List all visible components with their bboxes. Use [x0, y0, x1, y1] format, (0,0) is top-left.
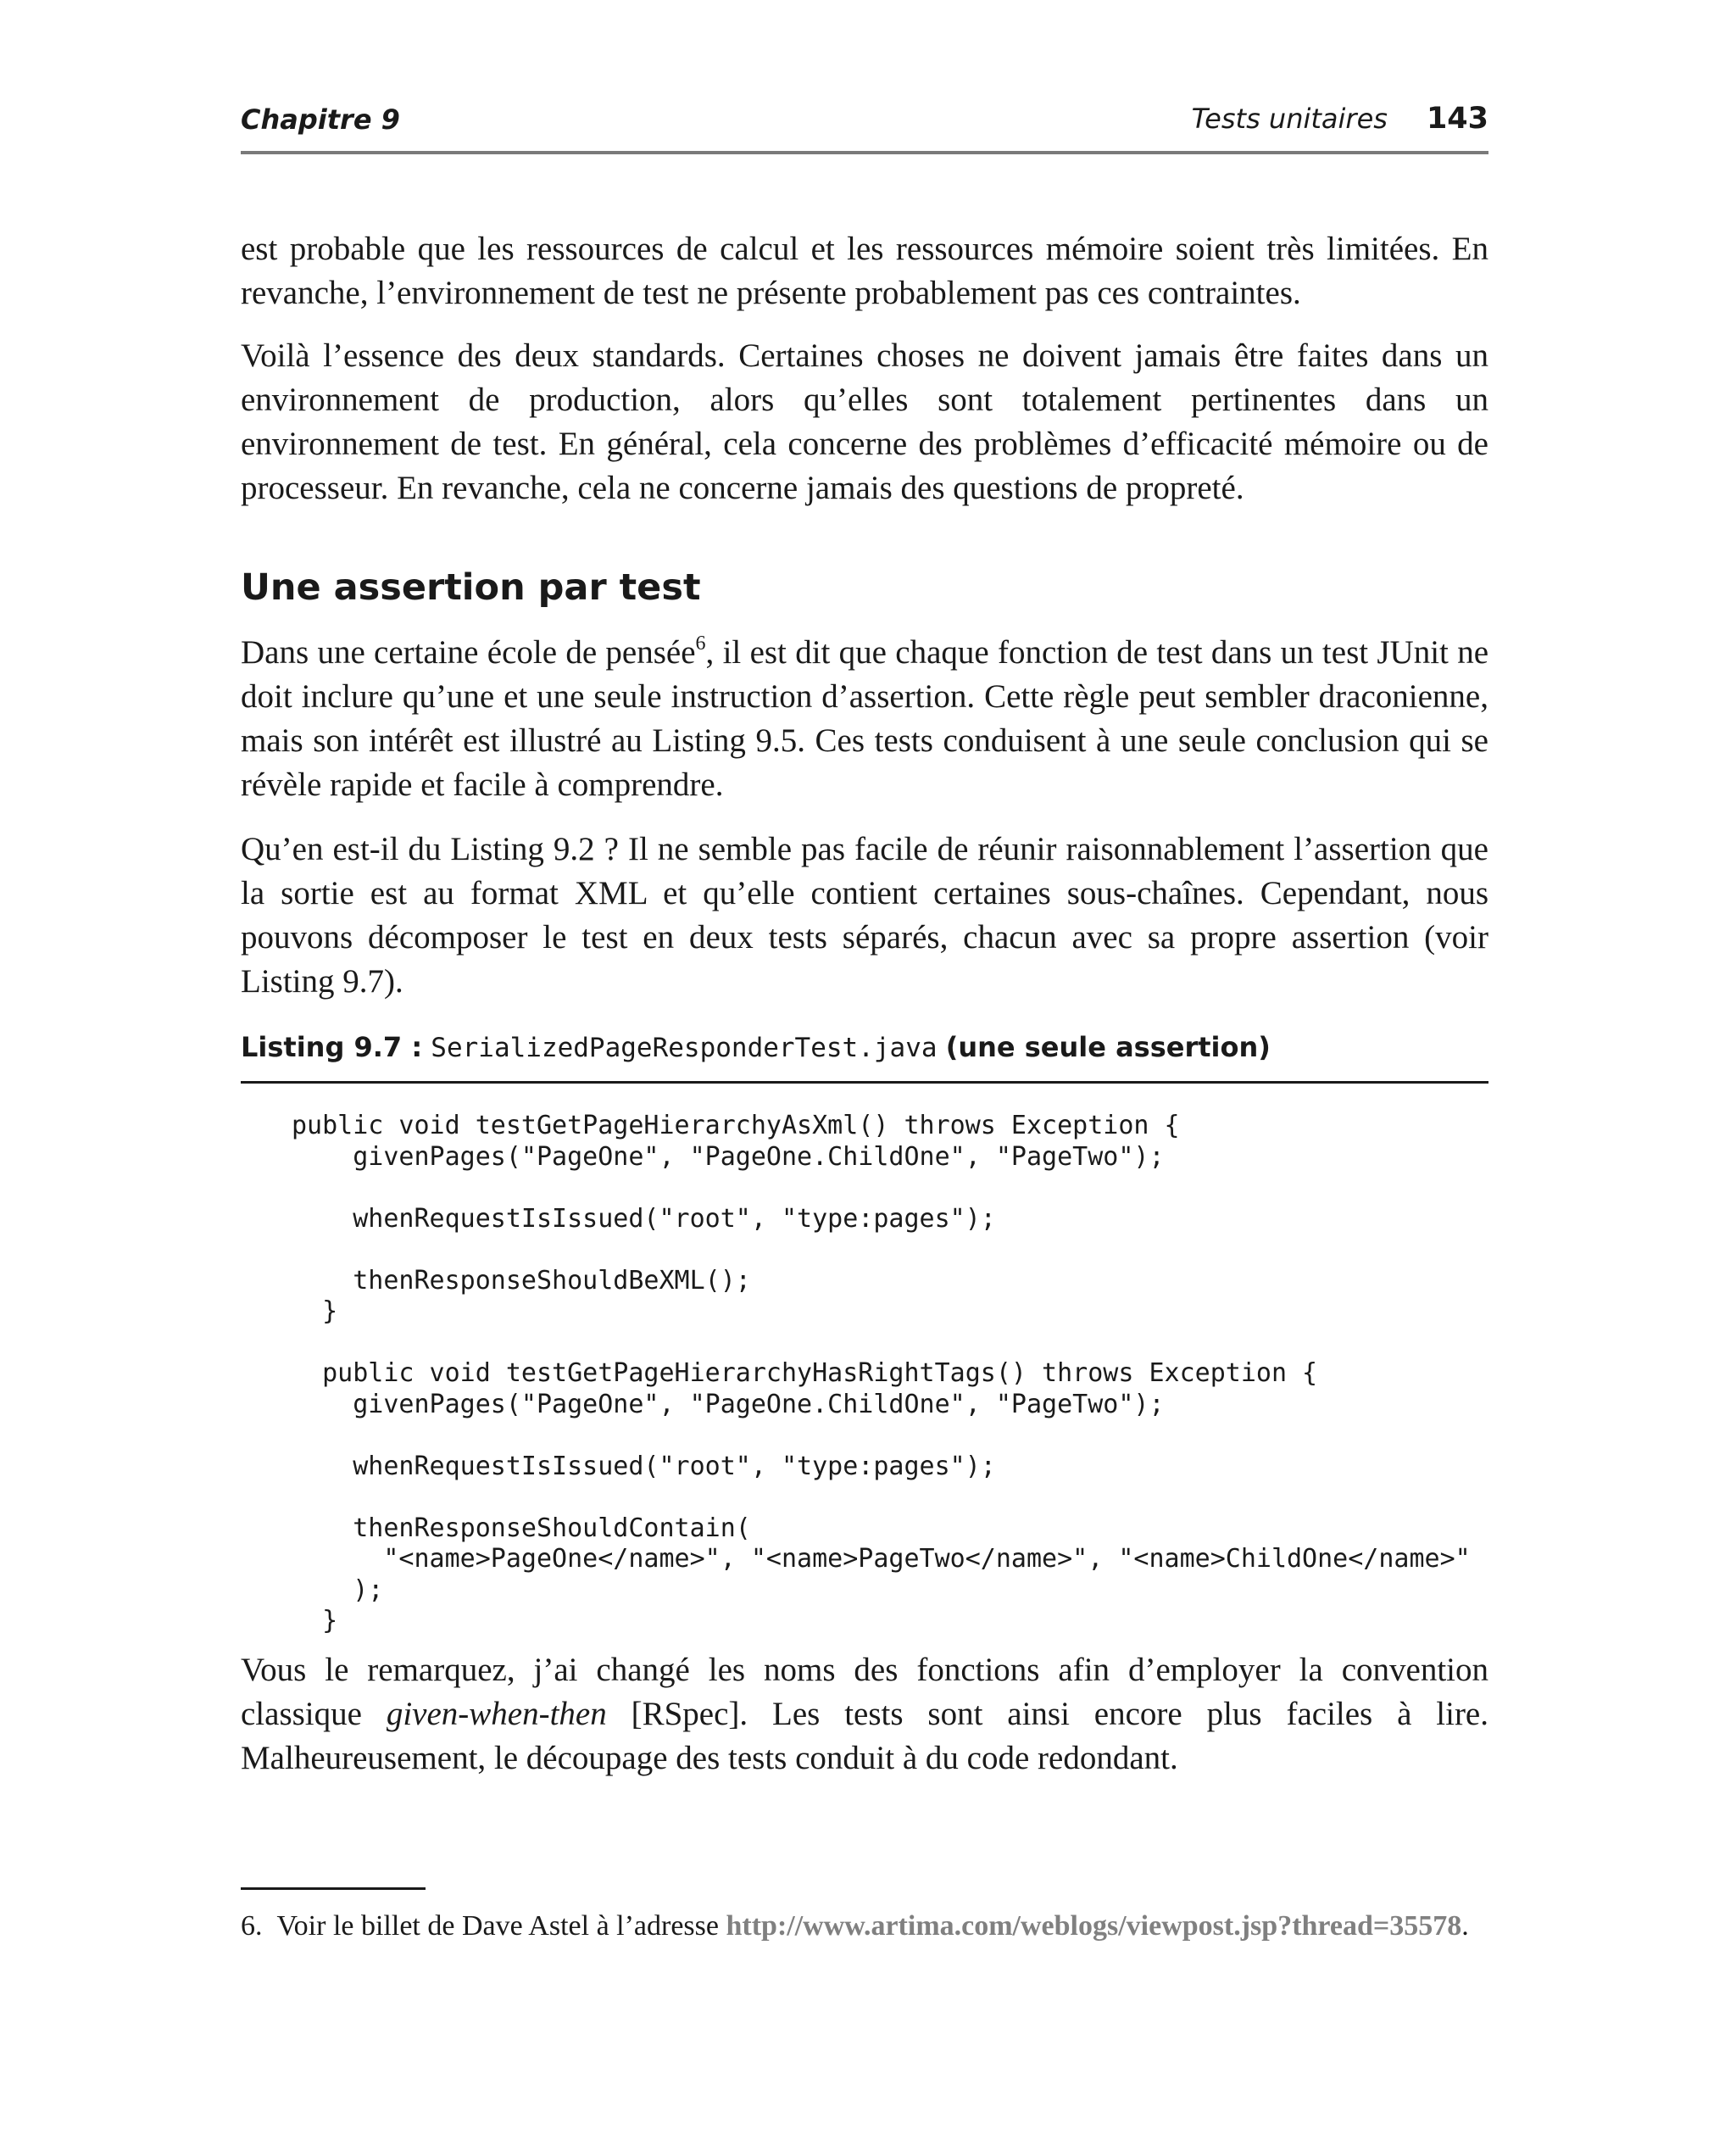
- footnote-ref: 6: [695, 633, 706, 655]
- paragraph-assertion-rule: [241, 631, 1488, 807]
- paragraph-two-standards: Voilà l’essence des deux standards. Certaines choses ne doivent jamais être faites dans un environnement de production, alors qu’elles sont totalement pertinentes dans un environnement de test. En général, cela concerne des problèmes d’efficacité mémoire ou de processeur. En revanche, cela ne concerne jamais des questions de propreté.: [241, 337, 1488, 506]
- page-number: 143: [1426, 102, 1488, 136]
- header-right: [1192, 102, 1488, 136]
- paragraph-given-when-then: [241, 1648, 1488, 1781]
- footnote: [241, 1908, 1488, 1945]
- footnote-divider: [241, 1887, 426, 1890]
- section-heading: Une assertion par test: [241, 566, 701, 609]
- code-listing: public void testGetPageHierarchyAsXml() throws Exception { givenPages("PageOne", "PageOne.ChildOne", "PageTwo"); whenRequestIsIssued("root", "type:pages"); thenResponseShouldBeXML(); } public void testGetPageHierarchyHasRightTags() throws Exception { givenPages("PageOne", "PageOne.ChildOne", "PageTwo"); whenRequestIsIssued("root", "type:pages"); thenResponseShouldContain( "<name>PageOne</name>", "<name>PageTwo</name>", "<name>ChildOne</name>" ); }: [292, 1111, 1471, 1636]
- footnote-number: 6.: [241, 1910, 263, 1942]
- footnote-end: .: [1461, 1910, 1469, 1942]
- footnote-link[interactable]: http://www.artima.com/weblogs/viewpost.jsp?thread=35578: [726, 1910, 1462, 1942]
- p5-text-start: Vous le remarquez, j’ai changé les noms des fonctions afin d’employer la convention classique: [241, 1652, 1488, 1732]
- p5-emphasis: given-when-then: [386, 1696, 607, 1732]
- listing-label: Listing 9.7 :: [241, 1031, 423, 1063]
- paragraph-continuation: est probable que les ressources de calcul et les ressources mémoire soient très limitées. En revanche, l’environnement de test ne présente probablement pas ces contraintes.: [241, 231, 1488, 311]
- chapter-label: Chapitre 9: [241, 103, 400, 136]
- listing-description: (une seule assertion): [945, 1031, 1271, 1063]
- p3-text-start: Dans une certaine école de pensée: [241, 634, 696, 671]
- listing-caption: [241, 1031, 1488, 1084]
- chapter-title: Tests unitaires: [1191, 103, 1388, 135]
- listing-filename: SerializedPageResponderTest.java: [431, 1033, 938, 1063]
- footnote-text: Voir le billet de Dave Astel à l’adresse: [276, 1910, 726, 1942]
- p3-text-end: , il est dit que chaque fonction de test dans un test JUnit ne doit inclure qu’une et une seule instruction d’assertion. Cette règle peut sembler draconienne, mais son intérêt est illustré au Listing 9.5. Ces tests conduisent à une seule conclusion qui se révèle rapide et facile à comprendre.: [241, 634, 1488, 803]
- p5-text-end: [RSpec]. Les tests sont ainsi encore plus faciles à lire. Malheureusement, le découpage des tests conduit à du code redondant.: [241, 1696, 1488, 1776]
- running-header: [241, 100, 1488, 154]
- paragraph-listing-intro: Qu’en est-il du Listing 9.2 ? Il ne semble pas facile de réunir raisonnablement l’assertion que la sortie est au format XML et qu’elle contient certaines sous-chaînes. Cependant, nous pouvons décomposer le test en deux tests séparés, chacun avec sa propre assertion (voir Listing 9.7).: [241, 831, 1488, 1000]
